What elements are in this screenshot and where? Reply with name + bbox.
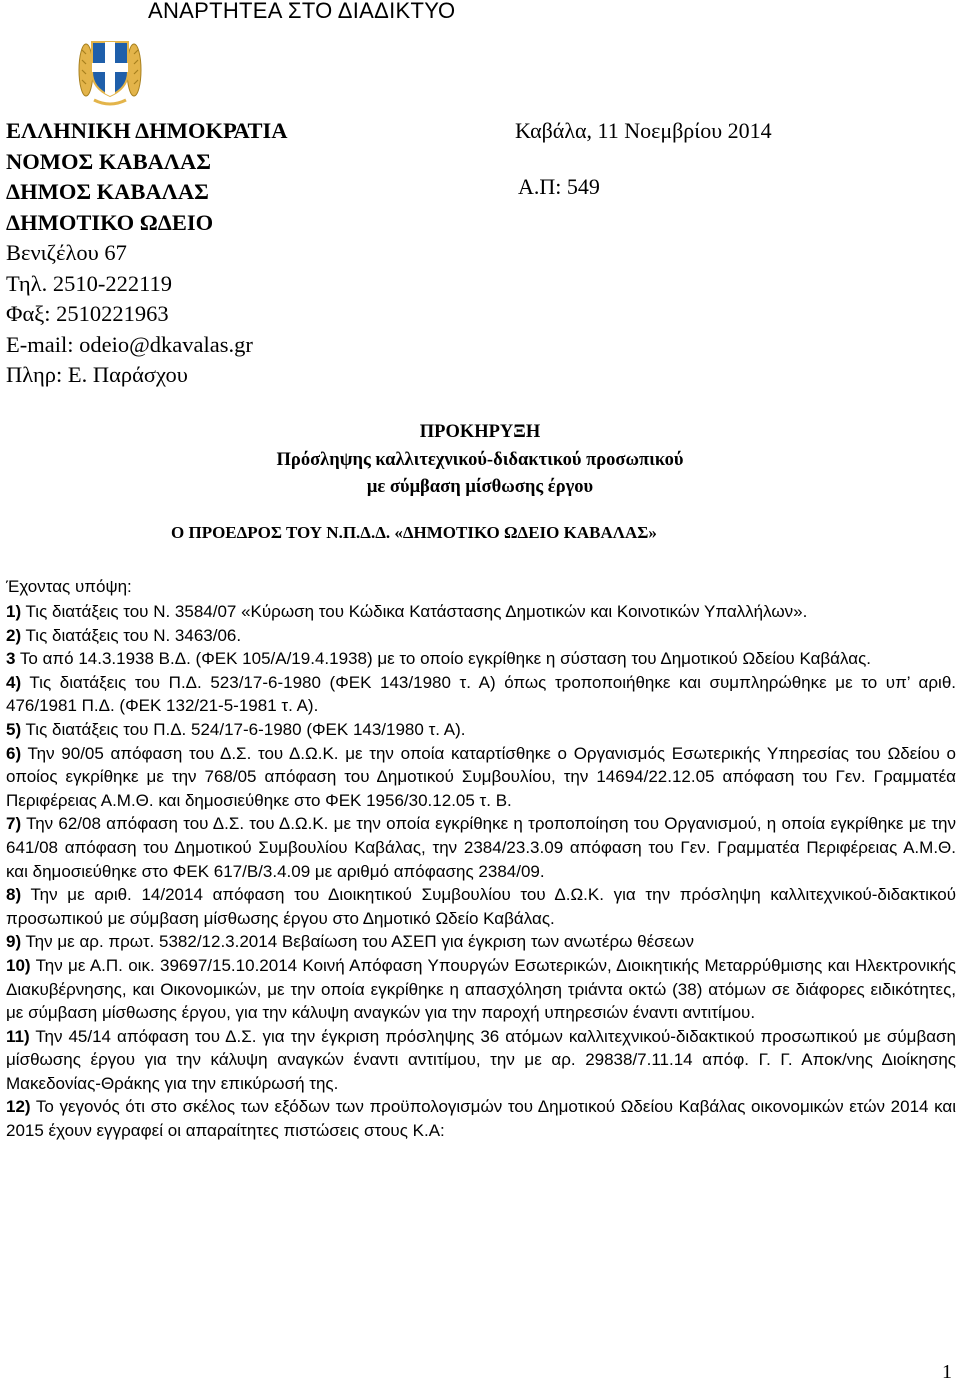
considerations-list	[6, 600, 956, 1143]
sender-contact: Πληρ: Ε. Παράσχου	[6, 362, 188, 387]
list-item-number: 1)	[6, 602, 22, 621]
list-item-text: Την με αρ. πρωτ. 5382/12.3.2014 Βεβαίωση του ΑΣΕΠ για έγκριση των ανωτέρω θέσεων	[25, 932, 695, 952]
list-item	[6, 812, 956, 883]
sender-prefecture: ΝΟΜΟΣ ΚΑΒΑΛΑΣ	[6, 148, 211, 174]
sender-municipality: ΔΗΜΟΣ ΚΑΒΑΛΑΣ	[6, 179, 209, 204]
list-item	[6, 1025, 956, 1096]
page-number: 1	[942, 1361, 952, 1383]
greek-coat-of-arms-icon	[72, 28, 148, 108]
list-item	[6, 671, 956, 718]
list-item-text: Τις διατάξεις του Π.Δ. 524/17-6-1980 (ΦΕΚ 143/1980 τ. Α).	[25, 719, 466, 739]
list-item-text: Το από 14.3.1938 Β.Δ. (ΦΕΚ 105/Α/19.4.1938) με το οποίο εγκρίθηκε η σύσταση του Δημοτικού Ωδείου Καβάλας.	[19, 649, 871, 669]
intro-text: Έχοντας υπόψη:	[6, 577, 132, 596]
sender-organization: ΔΗΜΟΤΙΚΟ ΩΔΕΙΟ	[6, 209, 214, 235]
list-item-text: Την 62/08 απόφαση του Δ.Σ. του Δ.Ω.Κ. με την οποία εγκρίθηκε η τροποποίηση του Οργανισμού, η οποία εγκρίθηκε με την 641/08 απόφαση του Δημοτικού Συμβουλίου Καβάλας, την 2384/23.3.09 απόφαση του Γεν. Γραμματέα Περιφέρειας Α.Μ.Θ. και δημοσιεύθηκε στο ΦΕΚ 617/Β/3.4.09 με αριθμό απόφασης 2384/09.	[6, 814, 956, 881]
list-item	[6, 600, 956, 624]
subject-line: Ο ΠΡΟΕΔΡΟΣ ΤΟΥ Ν.Π.Δ.Δ. «ΔΗΜΟΤΙΚΟ ΩΔΕΙΟ ΚΑΒΑΛΑΣ»	[171, 523, 657, 542]
list-item	[6, 930, 956, 954]
list-item-number: 10)	[6, 955, 31, 975]
list-item-number: 7)	[6, 814, 22, 834]
list-item	[6, 647, 956, 671]
protocol-number: Α.Π: 549	[518, 174, 600, 199]
sender-address: Βενιζέλου 67	[6, 240, 127, 265]
list-item-number: 2)	[6, 625, 22, 645]
list-item-number: 4)	[6, 672, 22, 692]
list-item	[6, 883, 956, 930]
sender-block	[6, 116, 288, 391]
list-item	[6, 1095, 956, 1142]
list-item-number: 12)	[6, 1097, 31, 1117]
list-item	[6, 742, 956, 813]
list-item-number: 5)	[6, 719, 22, 739]
list-item-text: Τις διατάξεις του Ν. 3584/07 «Κύρωση του Κώδικα Κατάστασης Δημοτικών και Κοινοτικών Υπαλλήλων».	[25, 602, 808, 621]
place-date: Καβάλα, 11 Νοεμβρίου 2014	[515, 118, 772, 143]
list-item-number: 8)	[6, 885, 22, 905]
sender-fax: Φαξ: 2510221963	[6, 301, 169, 326]
list-item-number: 11)	[6, 1026, 30, 1046]
heading-subtitle: Πρόσληψης καλλιτεχνικού-διδακτικού προσωπικού	[276, 450, 684, 470]
list-item-text: Τις διατάξεις του Ν. 3463/06.	[25, 625, 242, 645]
heading-subtitle-2: με σύμβαση μίσθωσης έργου	[366, 477, 594, 497]
list-item-text: Την με αριθ. 14/2014 απόφαση του Διοικητικού Συμβουλίου του Δ.Ω.Κ. για την πρόσληψη καλλιτεχνικού-διδακτικού προσωπικού με σύμβαση μίσθωσης έργου στο Δημοτικό Ωδείο Καβάλας.	[6, 885, 956, 928]
list-item	[6, 954, 956, 1025]
list-item-text: Τις διατάξεις του Π.Δ. 523/17-6-1980 (ΦΕΚ 143/1980 τ. Α) όπως τροποποιήθηκε και συμπληρώθηκε με το υπ’ αριθ. 476/1981 Π.Δ. (ΦΕΚ 132/21-5-1981 τ. Α).	[6, 672, 957, 716]
sender-email: E-mail: odeio@dkavalas.gr	[6, 331, 253, 357]
list-item-number: 3	[6, 649, 16, 669]
heading-title: ΠΡΟΚΗΡΥΞΗ	[419, 422, 541, 442]
list-item-number: 9)	[6, 932, 22, 952]
list-item-number: 6)	[6, 743, 22, 763]
list-item-text: Την 90/05 απόφαση του Δ.Σ. του Δ.Ω.Κ. με την οποία καταρτίσθηκε ο Οργανισμός Εσωτερικής Υπηρεσίας του Ωδείου ο οποίος εγκρίθηκε με την 768/05 απόφαση του Δημοτικού Συμβουλίου, την 14694/22.12.05 απόφαση του Γεν. Γραμματέα Περιφέρειας Α.Μ.Θ. και δημοσιεύθηκε στο ΦΕΚ 1956/30.12.05 τ. Β.	[6, 743, 957, 810]
sender-phone: Τηλ. 2510-222119	[6, 270, 172, 296]
list-item-text: Το γεγονός ότι στο σκέλος των εξόδων των προϋπολογισμών του Δημοτικού Ωδείου Καβάλας οικονομικών ετών 2014 και 2015 έχουν εγγραφεί οι απαραίτητες πιστώσεις στους Κ.Α:	[6, 1097, 956, 1141]
list-item	[6, 624, 956, 648]
list-item	[6, 718, 956, 742]
list-item-text: Την 45/14 απόφαση του Δ.Σ. για την έγκριση πρόσληψης 36 ατόμων καλλιτεχνικού-διδακτικού προσωπικού με σύμβαση μίσθωσης έργου για την κάλυψη αναγκών έναντι αντιτίμου, την με αρ. 29838/7.11.14 απόφ. Γ. Γ. Αποκ/νης Διοίκησης Μακεδονίας-Θράκης για την επικύρωσή της.	[6, 1026, 957, 1093]
internet-posting-banner: ΑΝΑΡΤΗΤΕΑ ΣΤΟ ΔΙΑΔΙΚΤΥΟ	[148, 0, 456, 23]
list-item-text: Την με Α.Π. οικ. 39697/15.10.2014 Κοινή Απόφαση Υπουργών Εσωτερικών, Διοικητικής Μεταρρύθμισης και Ηλεκτρονικής Διακυβέρνησης, και Οικονομικών, με την οποία εγκρίθηκε η απασχόληση τριάντα οκτώ (38) ατόμων σε διάφορες ειδικότητες, με σύμβαση μίσθωσης έργου, για την κάλυψη αναγκών για την παροχή υπηρεσιών έναντι αντιτίμου.	[6, 955, 957, 1023]
sender-country: ΕΛΛΗΝΙΚΗ ΔΗΜΟΚΡΑΤΙΑ	[6, 118, 288, 143]
